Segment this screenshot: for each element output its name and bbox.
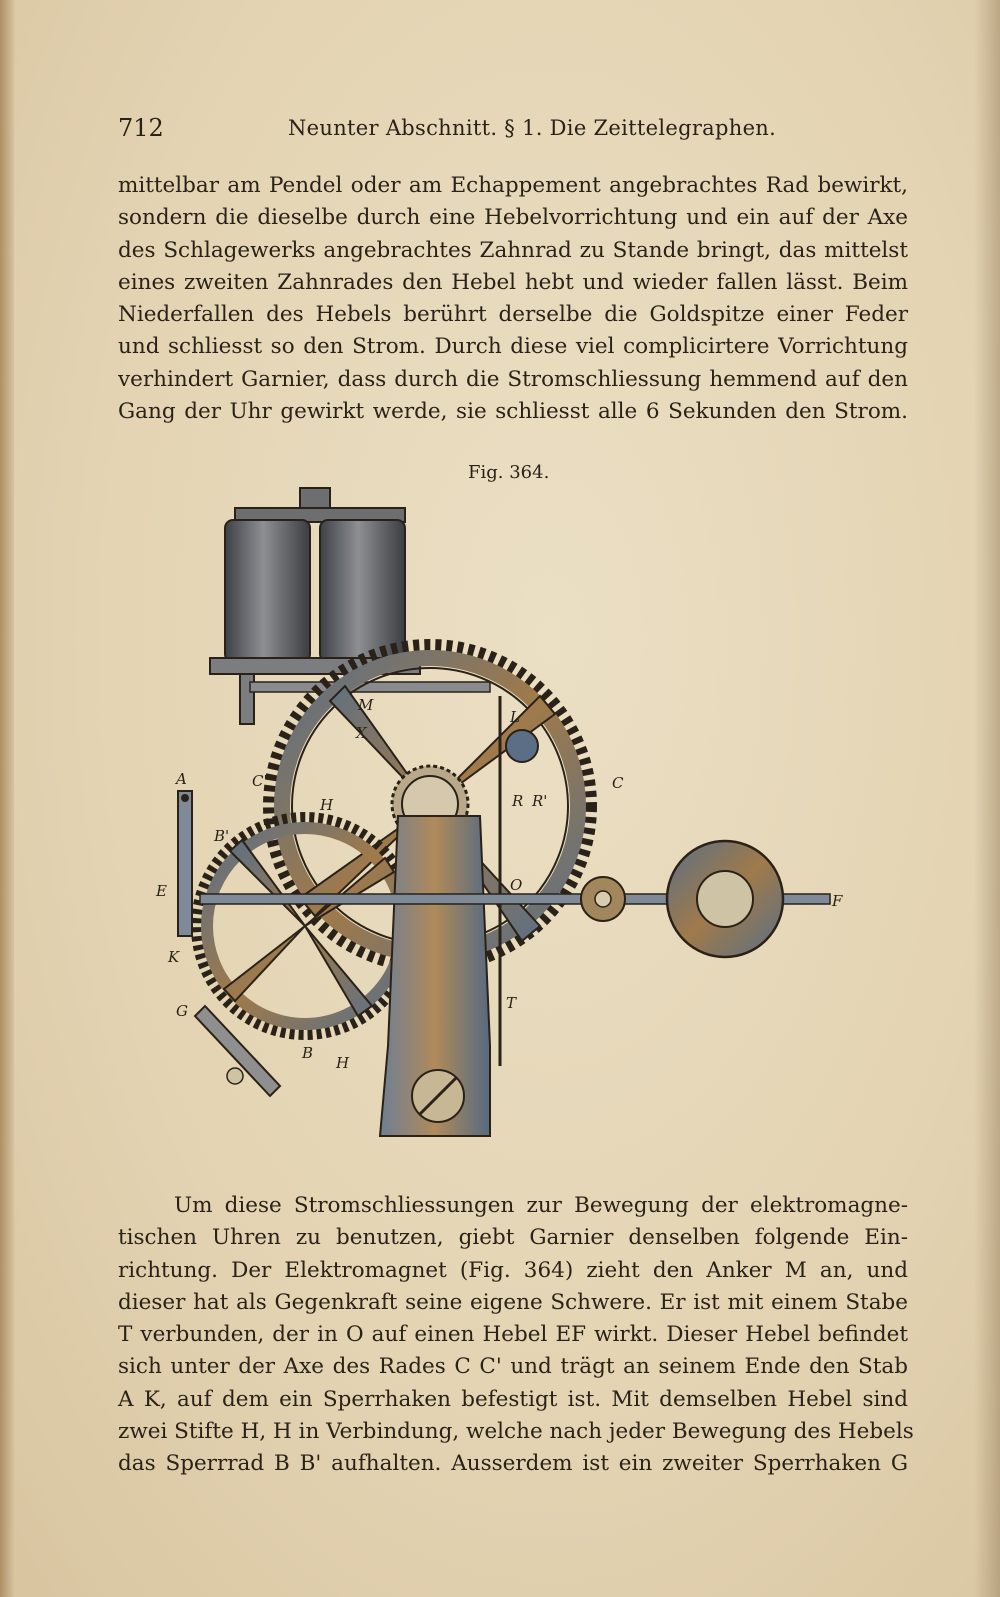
page-number: 712	[118, 114, 164, 142]
page-header	[118, 114, 908, 148]
roller-l	[506, 730, 538, 762]
text-line: Gang der Uhr gewirkt werde, sie schliesst alle 6 Sekunden den Strom.	[118, 399, 908, 425]
paragraph-top	[118, 170, 908, 428]
label-c-prime: C'	[252, 772, 268, 790]
text-line: A K, auf dem ein Sperrhaken befestigt ist. Mit demselben Hebel sind	[118, 1386, 908, 1412]
figure-caption: Fig. 364.	[468, 462, 550, 483]
text-line: zwei Stifte H, H in Verbindung, welche nach jeder Bewegung des Hebels	[118, 1419, 914, 1445]
text-line: verhindert Garnier, dass durch die Stromschliessung hemmend auf den	[118, 366, 908, 392]
text-line: des Schlagewerks angebrachtes Zahnrad zu Stande bringt, das mittelst	[118, 237, 908, 263]
label-h-mid: H	[320, 796, 334, 814]
label-r: R	[512, 792, 524, 810]
text-line: sich unter der Axe des Rades C C' und trägt an seinem Ende den Stab	[118, 1354, 908, 1380]
paragraph-bottom	[118, 1190, 914, 1481]
label-k: K	[168, 948, 180, 966]
label-a: A	[176, 770, 187, 788]
label-b: B	[302, 1044, 314, 1062]
label-f: F	[832, 892, 843, 910]
text-line: mittelbar am Pendel oder am Echappement angebrachtes Rad bewirkt,	[118, 173, 908, 198]
label-c: C	[612, 774, 624, 792]
text-line: T verbunden, der in O auf einen Hebel EF wirkt. Dieser Hebel befindet	[118, 1322, 908, 1348]
support-post	[380, 816, 490, 1136]
page-edge-shadow	[974, 0, 1000, 1597]
figure-364-illustration	[140, 486, 860, 1166]
text-line: dieser hat als Gegenkraft seine eigene Schwere. Er ist mit einem Stabe	[118, 1289, 908, 1315]
label-o: O	[510, 876, 523, 894]
label-m: M	[358, 696, 374, 714]
label-r-prime: R'	[532, 792, 548, 810]
text-line: Niederfallen des Hebels berührt derselbe die Goldspitze einer Feder	[118, 302, 908, 328]
book-spine	[0, 0, 14, 1597]
label-h-bottom: H	[336, 1054, 350, 1072]
text-line: das Sperrrad B B' aufhalten. Ausserdem ist ein zweiter Sperrhaken G	[118, 1451, 908, 1477]
running-head: Neunter Abschnitt. § 1. Die Zeittelegraphen.	[288, 116, 777, 140]
text-line: eines zweiten Zahnrades den Hebel hebt und wieder fallen lässt. Beim	[118, 269, 908, 295]
text-line: richtung. Der Elektromagnet (Fig. 364) zieht den Anker M an, und	[118, 1257, 908, 1283]
text-line: sondern die dieselbe durch eine Hebelvorrichtung und ein auf der Axe	[118, 205, 908, 231]
label-e: E	[156, 882, 167, 900]
rod-ak	[178, 791, 192, 936]
text-line: Um diese Stromschliessungen zur Bewegung der elektromagne-	[174, 1193, 908, 1218]
label-x: X	[356, 724, 367, 742]
text-line: und schliesst so den Strom. Durch diese viel complicirtere Vorrichtung	[118, 334, 908, 360]
label-t: T	[506, 994, 517, 1012]
label-g: G	[176, 1002, 188, 1020]
label-b-prime: B'	[214, 827, 230, 845]
text-line: tischen Uhren zu benutzen, giebt Garnier denselben folgende Ein-	[118, 1225, 908, 1251]
label-l: L	[510, 708, 520, 726]
